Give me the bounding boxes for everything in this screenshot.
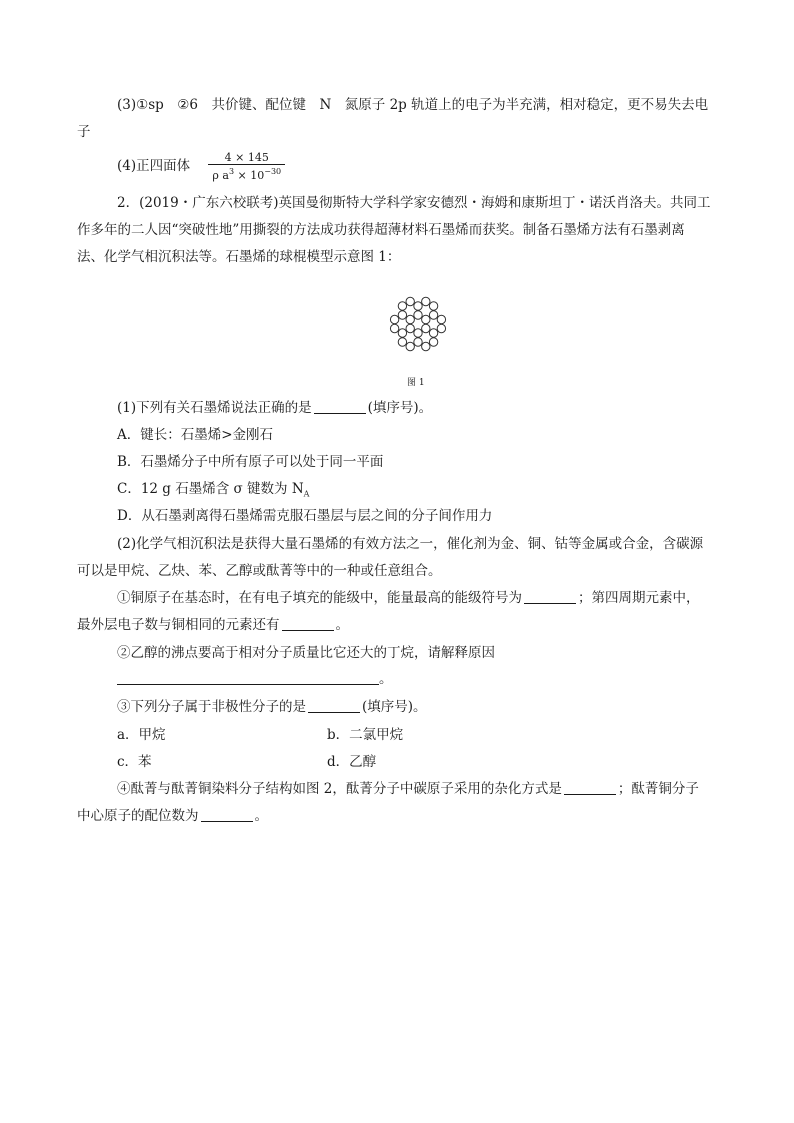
q2-2-line-2: 。 [117,669,393,689]
carbon-atom [398,311,406,319]
option-c: c．苯 [117,754,152,770]
q2-1-line-2: 最外层电子数与铜相同的元素还有 。 [77,617,349,633]
answer-blank[interactable] [282,616,334,631]
fraction-numerator: 4 × 145 [208,151,285,165]
carbon-atom [390,315,398,323]
fraction-denominator: ρ $a^3 \times 10^{-30}$ [212,167,282,182]
question-2-line-1: 2．(2019・广东六校联考)英国曼彻斯特大学科学家安德烈・海姆和康斯坦丁・诺沃肖洛夫。共同工 [117,195,711,211]
carbon-atom [398,338,406,346]
option-d: d．乙醇 [327,754,377,770]
carbon-atom [422,297,430,305]
option-C: C．12 g 石墨烯含 σ 键数为 $N_A$ [117,481,310,499]
carbon-atom [429,311,437,319]
answer-blank[interactable] [564,780,616,795]
carbon-atom [437,315,445,323]
carbon-atom [406,342,414,350]
carbon-atom [422,324,430,332]
carbon-atom [414,311,422,319]
carbon-atom [414,338,422,346]
answer-blank[interactable] [314,399,366,414]
answer-blank-long[interactable] [117,670,379,685]
answer-blank[interactable] [524,589,576,604]
density-fraction [208,151,285,182]
q2-3-stem: ③下列分子属于非极性分子的是 (填序号)。 [117,699,427,715]
sub-question-2-line-1: (2)化学气相沉积法是获得大量石墨烯的有效方法之一，催化剂为金、铜、钴等金属或合金，含碳源 [117,536,704,552]
option-A: A．键长：石墨烯>金刚石 [117,427,274,443]
carbon-atom [422,342,430,350]
carbon-atom [414,302,422,310]
question-2-line-3: 法、化学气相沉积法等。石墨烯的球棍模型示意图 1： [77,249,401,265]
q2-2-line-1: ②乙醇的沸点要高于相对分子质量比它还大的丁烷，请解释原因 [117,645,495,661]
carbon-atom [422,315,430,323]
q2-4-line-2: 中心原子的配位数为 。 [77,808,268,824]
answer-4-prefix: (4)正四面体 [117,158,191,174]
answer-4 [117,151,285,182]
option-D: D．从石墨剥离得石墨烯需克服石墨层与层之间的分子间作用力 [117,508,493,524]
q2-1-line-1: ①铜原子在基态时，在有电子填充的能级中，能量最高的能级符号为 ；第四周期元素中， [117,590,700,606]
carbon-atom [437,324,445,332]
answer-blank[interactable] [201,807,253,822]
carbon-atom [406,315,414,323]
carbon-atom [429,302,437,310]
carbon-atom [398,302,406,310]
question-2-line-2: 作多年的二人因“突破性地”用撕裂的方法成功获得超薄材料石墨烯而获奖。制备石墨烯方法有石墨剥离 [77,222,685,238]
carbon-atom [406,324,414,332]
option-b: b．二氯甲烷 [327,727,404,743]
sub-question-1-stem: (1)下列有关石墨烯说法正确的是 (填序号)。 [117,400,433,416]
sub-question-2-line-2: 可以是甲烷、乙炔、苯、乙醇或酞菁等中的一种或任意组合。 [77,563,442,579]
carbon-atom [406,297,414,305]
option-a: a．甲烷 [117,727,166,743]
answer-3-line-1: (3)①sp ②6 共价键、配位键 N 氮原子 2p 轨道上的电子为半充满，相对稳定，更不易失去电 [117,97,709,113]
carbon-atom [429,329,437,337]
graphene-ball-stick-model [366,276,471,373]
option-B: B．石墨烯分子中所有原子可以处于同一平面 [117,454,384,470]
carbon-atom [414,329,422,337]
answer-blank[interactable] [308,698,360,713]
carbon-atom [398,329,406,337]
figure-1-caption: 图 1 [407,378,425,388]
carbon-atom [390,324,398,332]
q2-4-line-1: ④酞菁与酞菁铜染料分子结构如图 2，酞菁分子中碳原子采用的杂化方式是 ；酞菁铜分子 [117,781,699,797]
answer-3-line-2: 子 [77,124,91,140]
carbon-atom [429,338,437,346]
